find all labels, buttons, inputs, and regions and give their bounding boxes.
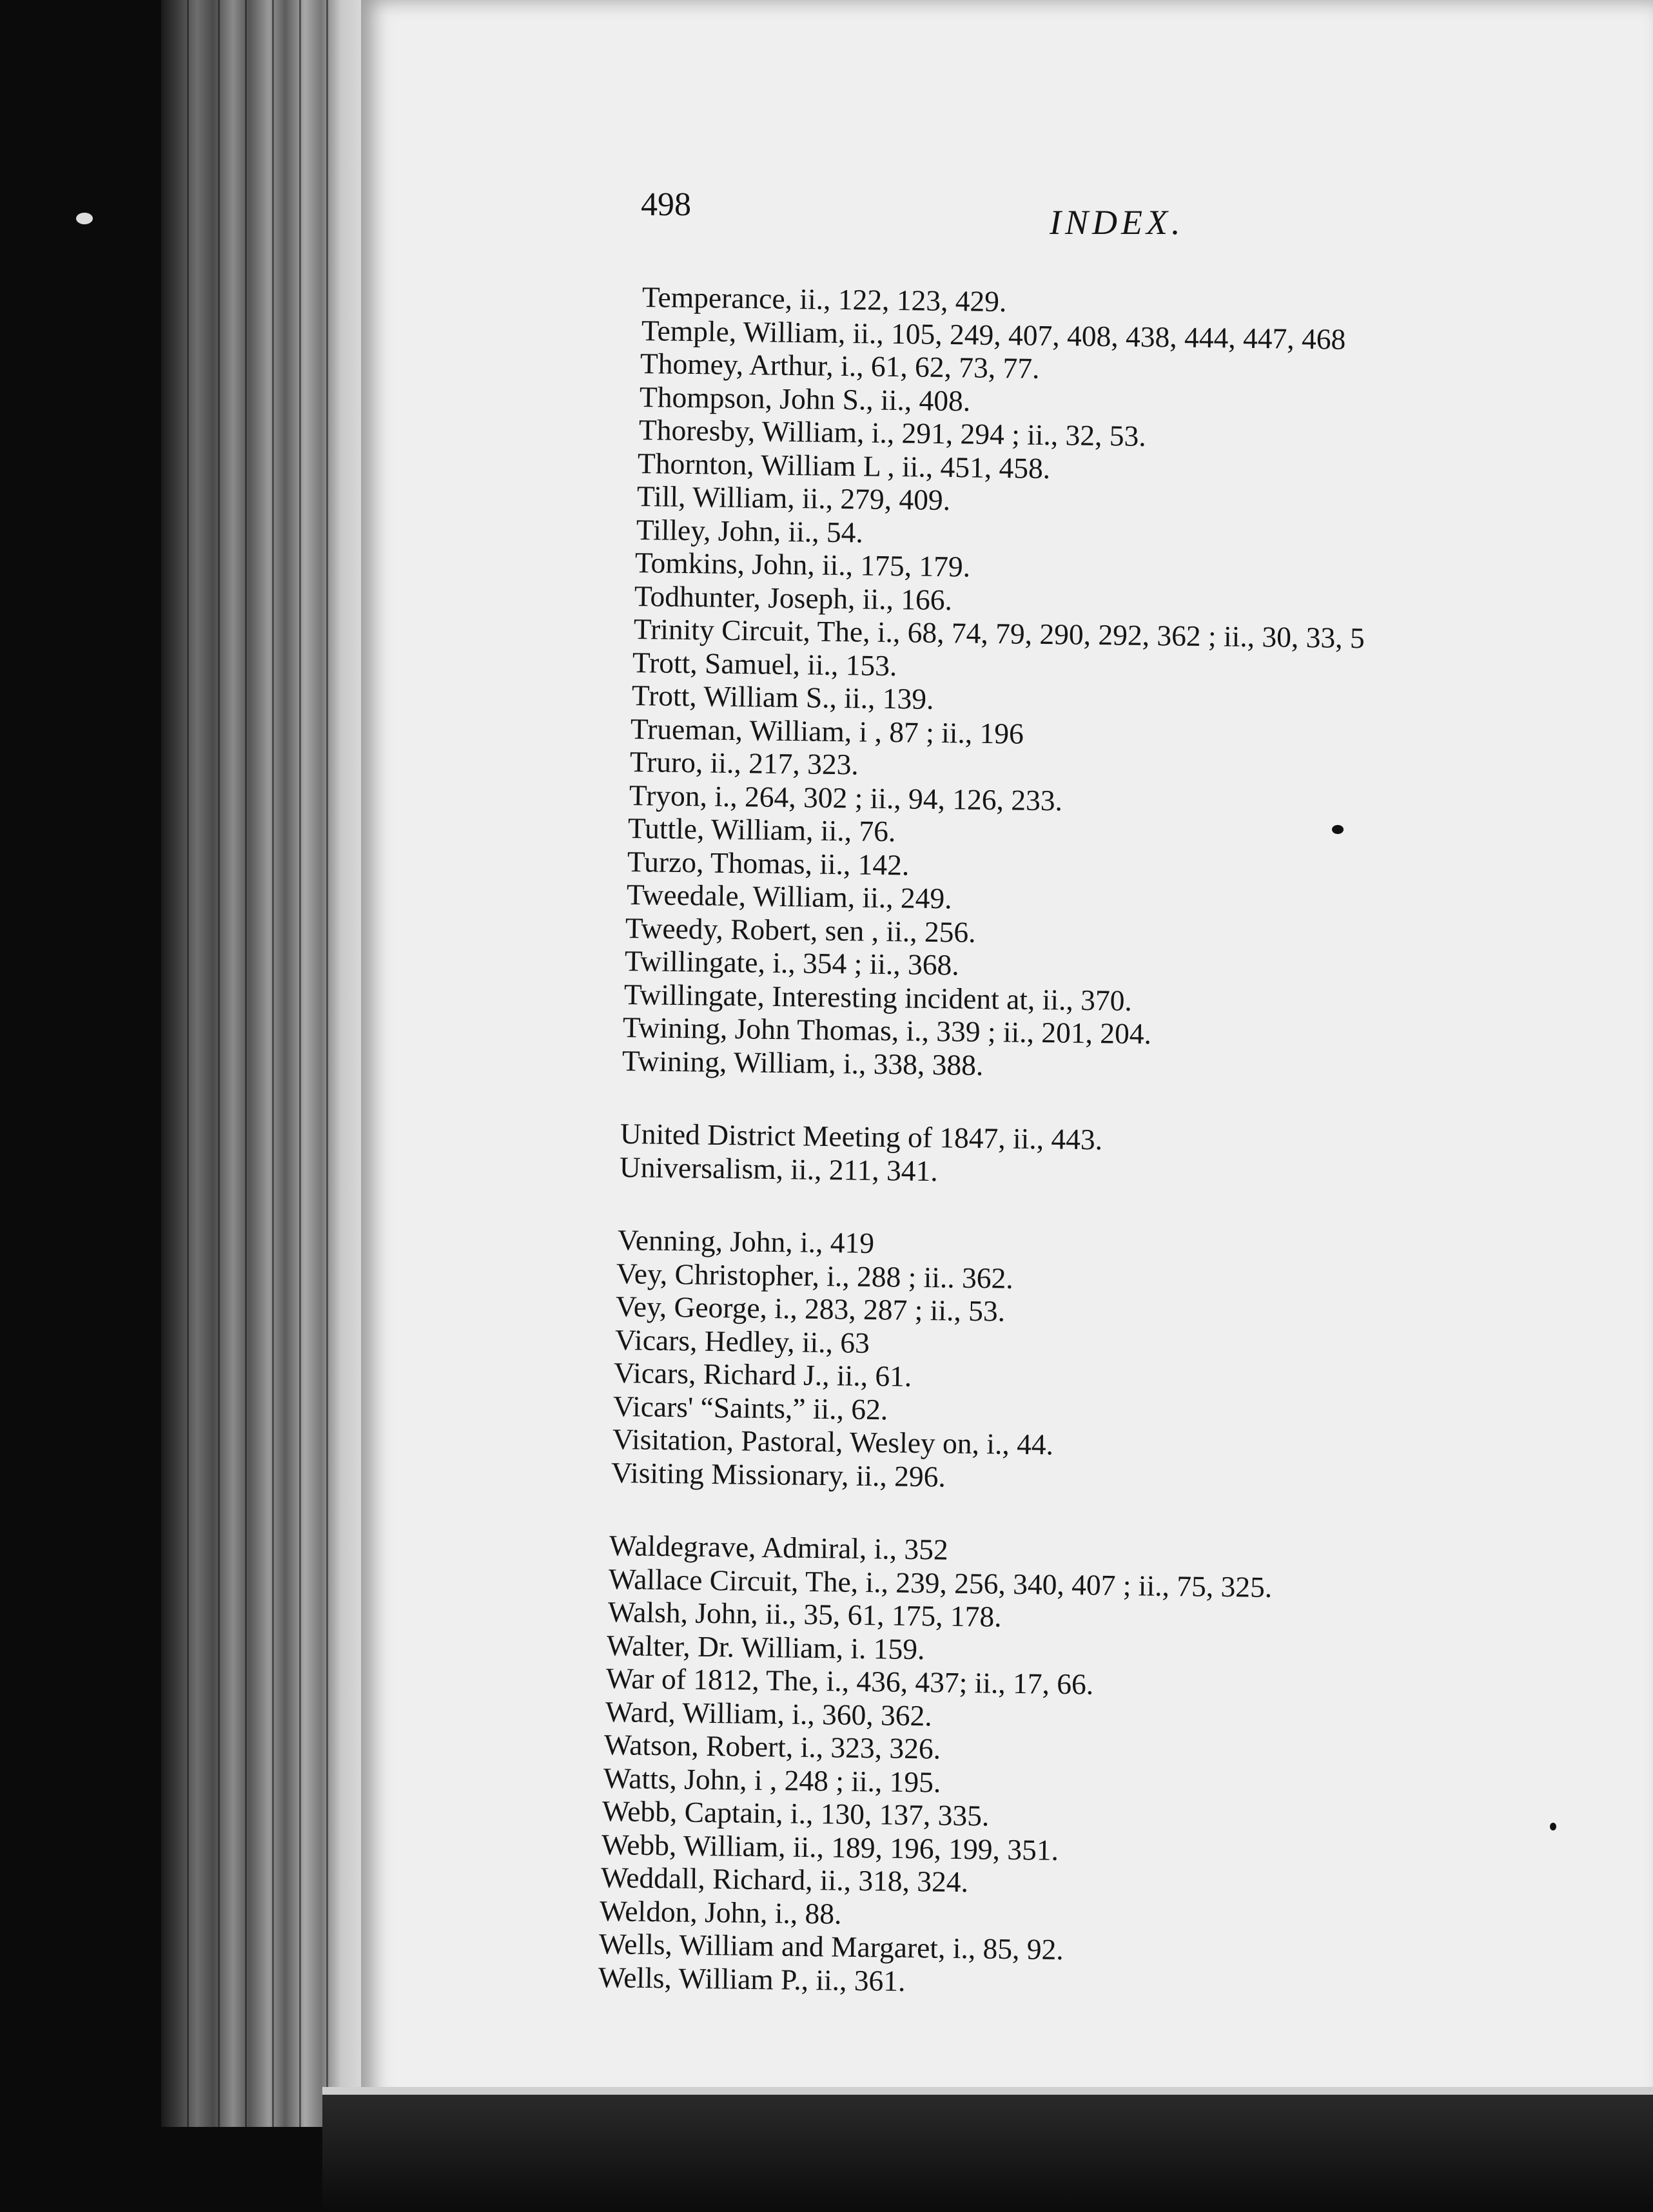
index-entry: Vicars, Richard J., ii., 61. — [613, 1356, 912, 1393]
index-entry: Till, William, ii., 279, 409. — [636, 480, 951, 517]
index-entry: Twining, John Thomas, i., 339 ; ii., 201, 204. — [622, 1011, 1152, 1051]
index-entry: Tweedale, William, ii., 249. — [626, 878, 952, 915]
index-entry: Turzo, Thomas, ii., 142. — [627, 844, 910, 881]
book-page — [361, 0, 1653, 2108]
book-page-edges — [161, 0, 361, 2127]
index-entry: Walsh, John, ii., 35, 61, 175, 178. — [607, 1595, 1002, 1633]
index-entry: Trott, William S., ii., 139. — [631, 679, 934, 715]
index-entry: Webb, Captain, i., 130, 137, 335. — [602, 1794, 990, 1832]
index-entry: Thompson, John S., ii., 408. — [639, 380, 971, 417]
index-entry: Wells, William P., ii., 361. — [598, 1960, 906, 1997]
index-entry: Wells, William and Margaret, i., 85, 92. — [598, 1927, 1064, 1966]
index-entry: Weldon, John, i., 88. — [600, 1894, 843, 1930]
index-entry: Weddall, Richard, ii., 318, 324. — [600, 1861, 969, 1899]
index-entry: Wallace Circuit, The, i., 239, 256, 340, 407 ; ii., 75, 325. — [608, 1562, 1273, 1604]
index-entry: Thoresby, William, i., 291, 294 ; ii., 32, 53. — [638, 413, 1146, 452]
index-entry: Trueman, William, i , 87 ; ii., 196 — [631, 712, 1024, 750]
ink-speck — [1550, 1823, 1556, 1830]
scanner-background — [322, 2095, 1653, 2212]
index-entry: Watson, Robert, i., 323, 326. — [603, 1728, 941, 1765]
index-entry: United District Meeting of 1847, ii., 443. — [620, 1117, 1103, 1156]
running-head: INDEX. — [1050, 203, 1184, 242]
index-entry: Watts, John, i , 248 ; ii., 195. — [603, 1761, 941, 1799]
index-entry: Twillingate, i., 354 ; ii., 368. — [624, 944, 960, 982]
ink-speck — [1332, 825, 1344, 834]
index-entry: Temperance, ii., 122, 123, 429. — [641, 280, 1007, 318]
index-entry: Vicars' “Saints,” ii., 62. — [612, 1389, 888, 1426]
scan-mark — [76, 213, 93, 224]
index-entry: Thomey, Arthur, i., 61, 62, 73, 77. — [640, 347, 1041, 385]
index-entry: Todhunter, Joseph, ii., 166. — [634, 579, 953, 616]
index-entry: Walter, Dr. William, i. 159. — [606, 1628, 926, 1665]
index-entry: Ward, William, i., 360, 362. — [605, 1694, 932, 1732]
index-entry: Trott, Samuel, ii., 153. — [632, 645, 897, 682]
page-number: 498 — [641, 186, 691, 223]
index-entry: Thornton, William L , ii., 451, 458. — [637, 446, 1051, 485]
index-entry: Universalism, ii., 211, 341. — [619, 1150, 938, 1187]
index-entry: Temple, William, ii., 105, 249, 407, 408, 438, 444, 447, 468 — [641, 313, 1346, 356]
index-entry: Tryon, i., 264, 302 ; ii., 94, 126, 233. — [629, 778, 1063, 817]
index-entry: Truro, ii., 217, 323. — [629, 745, 859, 781]
index-entry: Tilley, John, ii., 54. — [636, 512, 863, 548]
index-entry: Visiting Missionary, ii., 296. — [611, 1455, 946, 1493]
index-entry: Tuttle, William, ii., 76. — [628, 811, 897, 848]
index-entry: Waldegrave, Admiral, i., 352 — [609, 1529, 949, 1566]
index-entry: War of 1812, The, i., 436, 437; ii., 17, 66. — [605, 1662, 1094, 1701]
index-entry: Twillingate, Interesting incident at, ii., 370. — [623, 977, 1132, 1017]
index-entry: Vicars, Hedley, ii., 63 — [614, 1323, 870, 1359]
index-entry: Webb, William, ii., 189, 196, 199, 351. — [601, 1827, 1059, 1867]
index-entry: Venning, John, i., 419 — [617, 1223, 875, 1260]
index-entry: Vey, Christopher, i., 288 ; ii.. 362. — [616, 1256, 1014, 1295]
index-entry: Trinity Circuit, The, i., 68, 74, 79, 290, 292, 362 ; ii., 30, 33, 5 — [633, 612, 1365, 655]
index-entry: Vey, George, i., 283, 287 ; ii., 53. — [615, 1290, 1006, 1328]
index-entry: Visitation, Pastoral, Wesley on, i., 44. — [612, 1422, 1053, 1461]
index-entry: Tomkins, John, ii., 175, 179. — [634, 546, 971, 583]
index-entry: Tweedy, Robert, sen , ii., 256. — [625, 911, 977, 949]
index-entry: Twining, William, i., 338, 388. — [621, 1043, 984, 1082]
